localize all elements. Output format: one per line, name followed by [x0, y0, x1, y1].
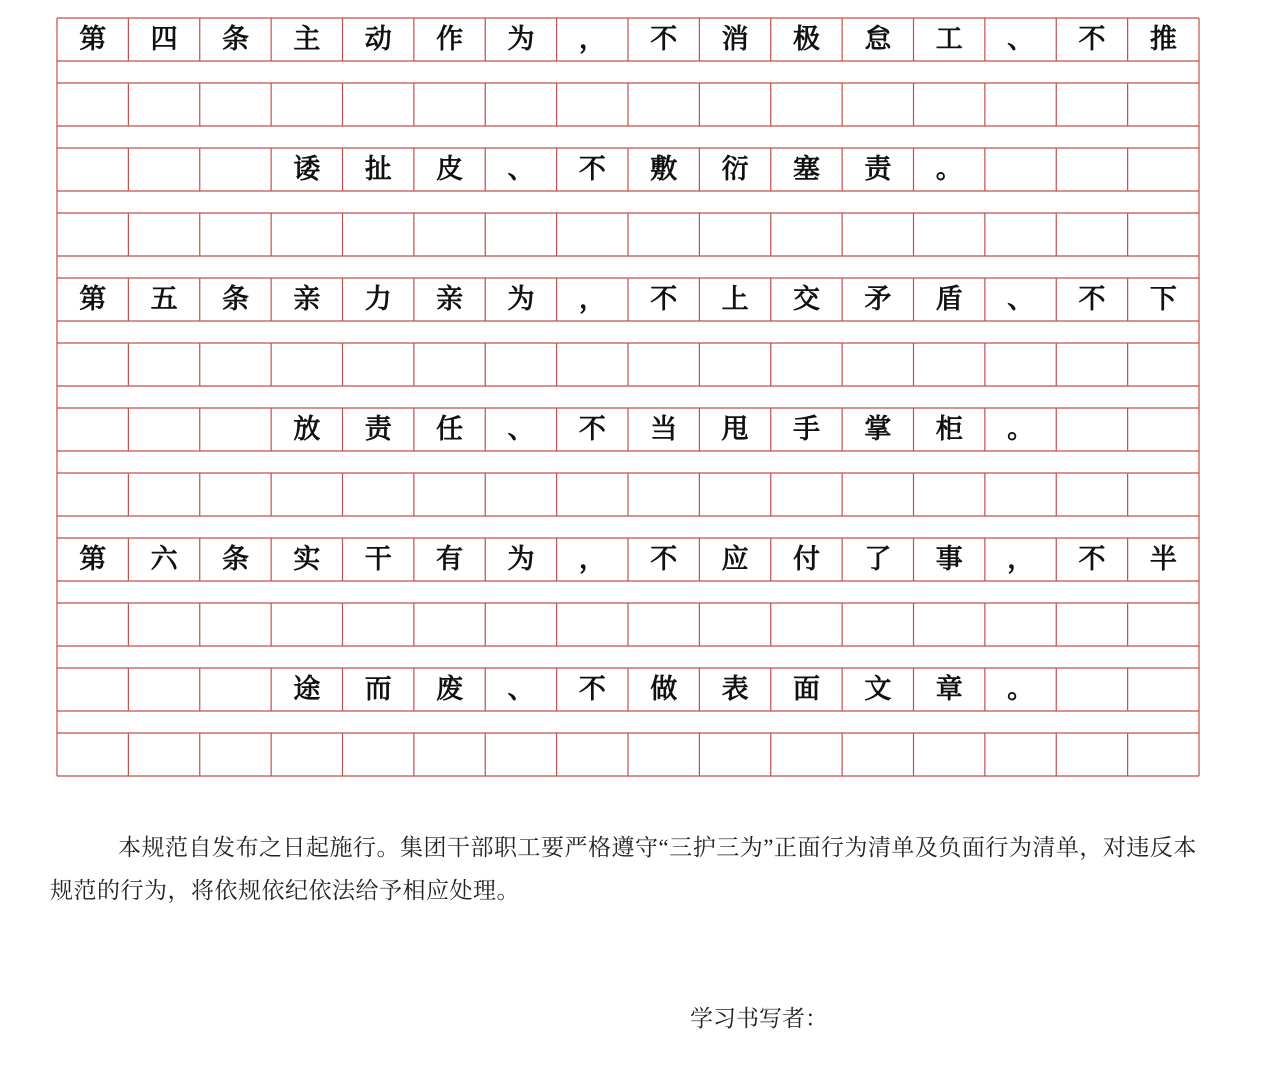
- grid-cell: ，: [578, 284, 606, 315]
- grid-cell: [57, 408, 128, 451]
- grid-cell: [699, 603, 770, 646]
- grid-cell: 不: [650, 544, 678, 575]
- grid-cell: 、: [1007, 24, 1035, 55]
- grid-cell: 、: [507, 154, 535, 185]
- grid-cell: [128, 668, 199, 711]
- grid-cell: [1056, 668, 1127, 711]
- grid-spacer-row: [57, 61, 1199, 83]
- grid-cell: 为: [507, 544, 535, 575]
- grid-cell: 干: [364, 544, 392, 575]
- grid-cell: 应: [721, 544, 749, 575]
- grid-spacer-row: [57, 646, 1199, 668]
- grid-cell: [343, 83, 414, 126]
- grid-cell: [57, 83, 128, 126]
- grid-cell: [771, 733, 842, 776]
- grid-cell: [557, 603, 628, 646]
- grid-cell: [628, 733, 699, 776]
- grid-cell: [200, 603, 271, 646]
- grid-cell: [699, 343, 770, 386]
- grid-spacer-row: [57, 451, 1199, 473]
- grid-cell: [1056, 213, 1127, 256]
- grid-cell: [1056, 733, 1127, 776]
- grid-cell: [128, 408, 199, 451]
- grid-cell: 四: [150, 24, 178, 55]
- grid-cell: 事: [935, 544, 963, 575]
- grid-cell: [1056, 148, 1127, 191]
- grid-cell: [1056, 83, 1127, 126]
- grid-cell: 主: [293, 24, 321, 55]
- grid-cell: [771, 83, 842, 126]
- grid-cell: 不: [1078, 284, 1106, 315]
- grid-cell: [771, 603, 842, 646]
- grid-cell: [1128, 343, 1199, 386]
- grid-cell: 矛: [864, 284, 892, 315]
- grid-cell: 极: [792, 24, 820, 55]
- grid-cell: [771, 343, 842, 386]
- grid-cell: [628, 83, 699, 126]
- grid-cell: [699, 473, 770, 516]
- grid-cell: 途: [293, 674, 321, 705]
- grid-row: [57, 473, 1199, 516]
- grid-cell: 动: [364, 24, 392, 55]
- grid-cell: 不: [650, 24, 678, 55]
- grid-cell: [57, 473, 128, 516]
- grid-cell: [1128, 148, 1199, 191]
- grid-cell: [1128, 473, 1199, 516]
- grid-cell: [1128, 733, 1199, 776]
- grid-cell: [271, 83, 342, 126]
- grid-cell: 不: [578, 414, 606, 445]
- grid-cell: 五: [150, 284, 178, 315]
- grid-cell: [485, 733, 556, 776]
- grid-cell: [200, 83, 271, 126]
- grid-cell: [485, 603, 556, 646]
- grid-cell: [771, 473, 842, 516]
- grid-cell: 。: [1007, 414, 1035, 445]
- grid-cell: 文: [864, 674, 892, 705]
- grid-cell: [485, 343, 556, 386]
- grid-cell: [343, 213, 414, 256]
- grid-cell: 甩: [721, 414, 749, 445]
- grid-cell: [557, 733, 628, 776]
- grid-cell: 条: [221, 544, 249, 575]
- grid-cell: 第: [79, 544, 107, 575]
- grid-cell: 、: [1007, 284, 1035, 315]
- grid-cell: [985, 148, 1056, 191]
- grid-cell: [985, 473, 1056, 516]
- signature-label: 学习书写者：: [690, 1006, 828, 1031]
- grid-cell: [485, 83, 556, 126]
- grid-cell: [485, 473, 556, 516]
- grid-row: [57, 343, 1199, 386]
- grid-cell: ，: [578, 24, 606, 55]
- grid-row: [57, 408, 1199, 451]
- grid-cell: 实: [293, 544, 321, 575]
- grid-cell: [628, 473, 699, 516]
- grid-cell: [914, 733, 985, 776]
- grid-cell: [842, 603, 913, 646]
- grid-cell: [842, 343, 913, 386]
- grid-cell: 不: [578, 154, 606, 185]
- grid-cell: [914, 343, 985, 386]
- grid-cell: [57, 213, 128, 256]
- grid-row: [57, 538, 1199, 581]
- grid-cell: 不: [1078, 24, 1106, 55]
- grid-cell: 不: [578, 674, 606, 705]
- grid-cell: [557, 213, 628, 256]
- grid-cell: [200, 668, 271, 711]
- grid-spacer-row: [57, 321, 1199, 343]
- grid-cell: [200, 148, 271, 191]
- grid-cell: 扯: [364, 154, 392, 185]
- grid-cell: [699, 733, 770, 776]
- grid-cell: 表: [721, 674, 749, 705]
- grid-cell: [914, 603, 985, 646]
- grid-cell: 亲: [436, 284, 464, 315]
- grid-cell: 章: [935, 674, 963, 705]
- grid-cell: 交: [792, 284, 820, 315]
- grid-cell: [128, 343, 199, 386]
- grid-cell: 废: [436, 674, 464, 705]
- grid-cell: [343, 343, 414, 386]
- grid-row: [57, 18, 1199, 61]
- grid-cell: 半: [1149, 544, 1177, 575]
- grid-cell: [57, 343, 128, 386]
- grid-spacer-row: [57, 386, 1199, 408]
- grid-cell: [128, 83, 199, 126]
- grid-cell: [842, 83, 913, 126]
- grid-cell: 工: [935, 24, 963, 55]
- grid-cell: [200, 213, 271, 256]
- grid-cell: [414, 213, 485, 256]
- grid-cell: [271, 603, 342, 646]
- grid-cell: [271, 733, 342, 776]
- grid-spacer-row: [57, 516, 1199, 538]
- grid-cell: [200, 733, 271, 776]
- grid-cell: [414, 83, 485, 126]
- grid-cell: [985, 343, 1056, 386]
- grid-row: [57, 213, 1199, 256]
- grid-cell: 力: [364, 284, 392, 315]
- grid-cell: [414, 733, 485, 776]
- grid-cell: 上: [721, 284, 749, 315]
- grid-cell: [57, 668, 128, 711]
- grid-row: [57, 148, 1199, 191]
- grid-cell: [128, 213, 199, 256]
- grid-cell: [343, 603, 414, 646]
- grid-cell: 当: [650, 414, 678, 445]
- grid-cell: [271, 473, 342, 516]
- grid-spacer-row: [57, 126, 1199, 148]
- grid-cell: [985, 603, 1056, 646]
- grid-cell: 、: [507, 414, 535, 445]
- grid-cell: 条: [221, 284, 249, 315]
- grid-cell: 做: [650, 674, 678, 705]
- grid-cell: [128, 733, 199, 776]
- grid-row: [57, 668, 1199, 711]
- grid-cell: [1056, 473, 1127, 516]
- grid-cell: [842, 733, 913, 776]
- grid-cell: [343, 473, 414, 516]
- grid-cell: 面: [792, 674, 820, 705]
- grid-spacer-row: [57, 256, 1199, 278]
- grid-cell: 、: [507, 674, 535, 705]
- grid-cell: 塞: [792, 154, 820, 185]
- grid-cell: [343, 733, 414, 776]
- grid-cell: [628, 213, 699, 256]
- grid-cell: 作: [436, 24, 464, 55]
- grid-cell: [200, 408, 271, 451]
- grid-cell: 而: [364, 674, 392, 705]
- grid-cell: 盾: [935, 284, 963, 315]
- grid-cell: [128, 603, 199, 646]
- grid-cell: 条: [221, 24, 249, 55]
- grid-cell: [985, 83, 1056, 126]
- grid-cell: 掌: [864, 414, 892, 445]
- grid-cell: [57, 733, 128, 776]
- grid-cell: 怠: [864, 24, 892, 55]
- grid-cell: [914, 83, 985, 126]
- grid-cell: [128, 473, 199, 516]
- grid-cell: 责: [364, 414, 392, 445]
- footer-paragraph: 本规范自发布之日起施行。集团干部职工要严格遵守“三护三为”正面行为清单及负面行为清单，对违反本规范的行为，将依规依纪依法给予相应处理。: [50, 835, 1197, 903]
- grid-spacer-row: [57, 711, 1199, 733]
- grid-cell: [414, 603, 485, 646]
- grid-cell: 皮: [436, 154, 464, 185]
- grid-cell: ，: [578, 544, 606, 575]
- grid-cell: [557, 473, 628, 516]
- grid-row: [57, 733, 1199, 776]
- grid-cell: 柜: [935, 414, 963, 445]
- grid-row: [57, 603, 1199, 646]
- grid-spacer-row: [57, 581, 1199, 603]
- grid-cell: [985, 213, 1056, 256]
- grid-cell: [557, 83, 628, 126]
- grid-cell: [414, 473, 485, 516]
- grid-cell: [557, 343, 628, 386]
- grid-cell: [1056, 408, 1127, 451]
- grid-cell: 有: [436, 544, 464, 575]
- grid-cell: 手: [792, 414, 820, 445]
- grid-cell: 诿: [293, 154, 321, 185]
- grid-cell: 六: [150, 544, 178, 575]
- grid-cell: 放: [293, 414, 321, 445]
- grid-cell: 为: [507, 24, 535, 55]
- grid-cell: 不: [650, 284, 678, 315]
- grid-cell: [57, 148, 128, 191]
- grid-row: [57, 278, 1199, 321]
- grid-cell: [842, 473, 913, 516]
- grid-cell: [271, 213, 342, 256]
- grid-cell: [1056, 343, 1127, 386]
- grid-cell: 责: [864, 154, 892, 185]
- grid-cell: ，: [1007, 544, 1035, 575]
- grid-cell: 推: [1149, 24, 1177, 55]
- grid-cell: [271, 343, 342, 386]
- grid-cell: [914, 473, 985, 516]
- grid-cell: 消: [721, 24, 749, 55]
- grid-cell: 。: [1007, 674, 1035, 705]
- grid-cell: [200, 473, 271, 516]
- grid-cell: [200, 343, 271, 386]
- grid-cell: [1128, 83, 1199, 126]
- grid-row: [57, 83, 1199, 126]
- grid-cell: [985, 733, 1056, 776]
- grid-cell: [699, 213, 770, 256]
- grid-cell: 亲: [293, 284, 321, 315]
- grid-cell: [914, 213, 985, 256]
- grid-cell: 下: [1149, 284, 1177, 315]
- grid-cell: 衍: [721, 154, 749, 185]
- grid-cell: 第: [79, 24, 107, 55]
- grid-cell: [1128, 668, 1199, 711]
- grid-spacer-row: [57, 191, 1199, 213]
- writing-grid: [57, 18, 1199, 784]
- grid-cell: 敷: [650, 154, 678, 185]
- grid-cell: [842, 213, 913, 256]
- grid-cell: 为: [507, 284, 535, 315]
- grid-cell: [485, 213, 556, 256]
- grid-cell: [1128, 213, 1199, 256]
- grid-cell: [771, 213, 842, 256]
- grid-cell: 任: [436, 414, 464, 445]
- grid-cell: [1128, 408, 1199, 451]
- grid-cell: 不: [1078, 544, 1106, 575]
- grid-cell: [1128, 603, 1199, 646]
- grid-cell: 第: [79, 284, 107, 315]
- grid-cell: 付: [792, 544, 820, 575]
- grid-cell: [57, 603, 128, 646]
- grid-cell: 。: [935, 154, 963, 185]
- grid-cell: [128, 148, 199, 191]
- grid-cell: [699, 83, 770, 126]
- grid-cell: [1056, 603, 1127, 646]
- grid-cell: [414, 343, 485, 386]
- grid-cell: [628, 603, 699, 646]
- grid-cell: [628, 343, 699, 386]
- grid-cell: 了: [864, 544, 892, 575]
